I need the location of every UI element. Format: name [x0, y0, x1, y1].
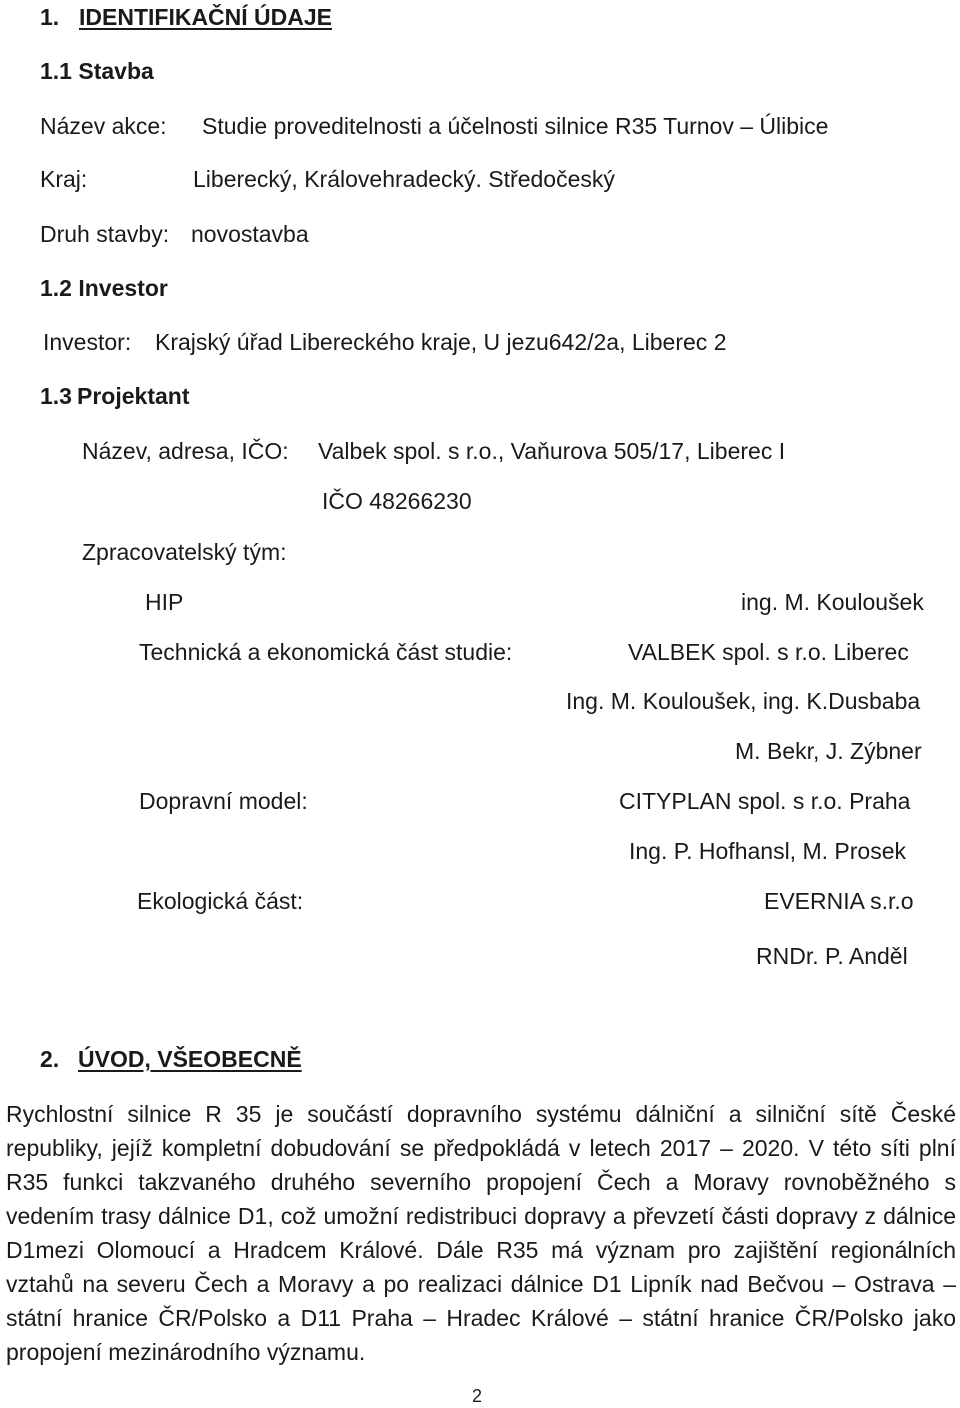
intro-paragraph-text: Rychlostní silnice R 35 je součástí dopravního systému dálniční a silniční sítě České republiky, jejíž kompletní dobudování se předpokládá v letech 2017 – 2020. V této síti plní R35 funkci takzvaného druhého severního propojení Čech a Moravy rovnoběžného s vedením trasy dálnice D1, což umožní redistribuci dopravy a převzetí části dopravy z dálnice D1mezi Olomoucí a Hradcem Králové. Dále R35 má význam pro zajištění regionálních vztahů na severu Čech a Moravy a po realizaci dálnice D1 Lipník nad Bečvou – Ostrava – státní hranice ČR/Polsko a D11 Praha – Hradec Králové – státní hranice ČR/Polsko jako propojení mezinárodního významu.: [6, 1101, 956, 1365]
projektant-heading-title: Projektant: [77, 383, 190, 409]
tech-company: VALBEK spol. s r.o. Liberec: [628, 639, 909, 665]
nazev-akce-value: Studie proveditelnosti a účelnosti silnice R35 Turnov – Úlibice: [202, 113, 829, 139]
section-1-title: IDENTIFIKAČNÍ ÚDAJE: [79, 4, 333, 30]
hip-value: ing. M. Kouloušek: [741, 589, 924, 615]
projektant-ico: IČO 48266230: [322, 488, 472, 514]
druh-stavby-value: novostavba: [191, 221, 309, 247]
ecology-part-label: Ekologická část:: [137, 888, 304, 914]
traffic-people: Ing. P. Hofhansl, M. Prosek: [629, 838, 906, 864]
hip-label: HIP: [145, 589, 184, 615]
tech-people-2: M. Bekr, J. Zýbner: [735, 738, 922, 764]
traffic-model-label: Dopravní model:: [139, 788, 308, 814]
section-2-number: 2.: [40, 1046, 60, 1072]
investor-heading: 1.2 Investor: [40, 275, 168, 301]
tech-people-1: Ing. M. Kouloušek, ing. K.Dusbaba: [566, 688, 921, 714]
section-1-number: 1.: [40, 4, 60, 30]
kraj-label: Kraj:: [40, 166, 88, 192]
team-label: Zpracovatelský tým:: [82, 539, 287, 565]
investor-value: Krajský úřad Libereckého kraje, U jezu642/2a, Liberec 2: [155, 329, 727, 355]
projektant-address-label: Název, adresa, IČO:: [82, 438, 289, 464]
intro-paragraph: [6, 1097, 956, 1369]
page-number: 2: [472, 1386, 483, 1406]
tech-part-label: Technická a ekonomická část studie:: [139, 639, 513, 665]
section-2-title: ÚVOD, VŠEOBECNĚ: [78, 1046, 302, 1072]
projektant-address-value: Valbek spol. s r.o., Vaňurova 505/17, Liberec I: [318, 438, 786, 464]
nazev-akce-label: Název akce:: [40, 113, 167, 139]
traffic-company: CITYPLAN spol. s r.o. Praha: [619, 788, 911, 814]
stavba-heading: 1.1 Stavba: [40, 58, 154, 84]
projektant-heading-number: 1.3: [40, 383, 72, 409]
ecology-company: EVERNIA s.r.o: [764, 888, 914, 914]
investor-label: Investor:: [43, 329, 132, 355]
druh-stavby-label: Druh stavby:: [40, 221, 170, 247]
kraj-value: Liberecký, Královehradecký. Středočeský: [193, 166, 615, 192]
ecology-people: RNDr. P. Anděl: [756, 943, 908, 969]
